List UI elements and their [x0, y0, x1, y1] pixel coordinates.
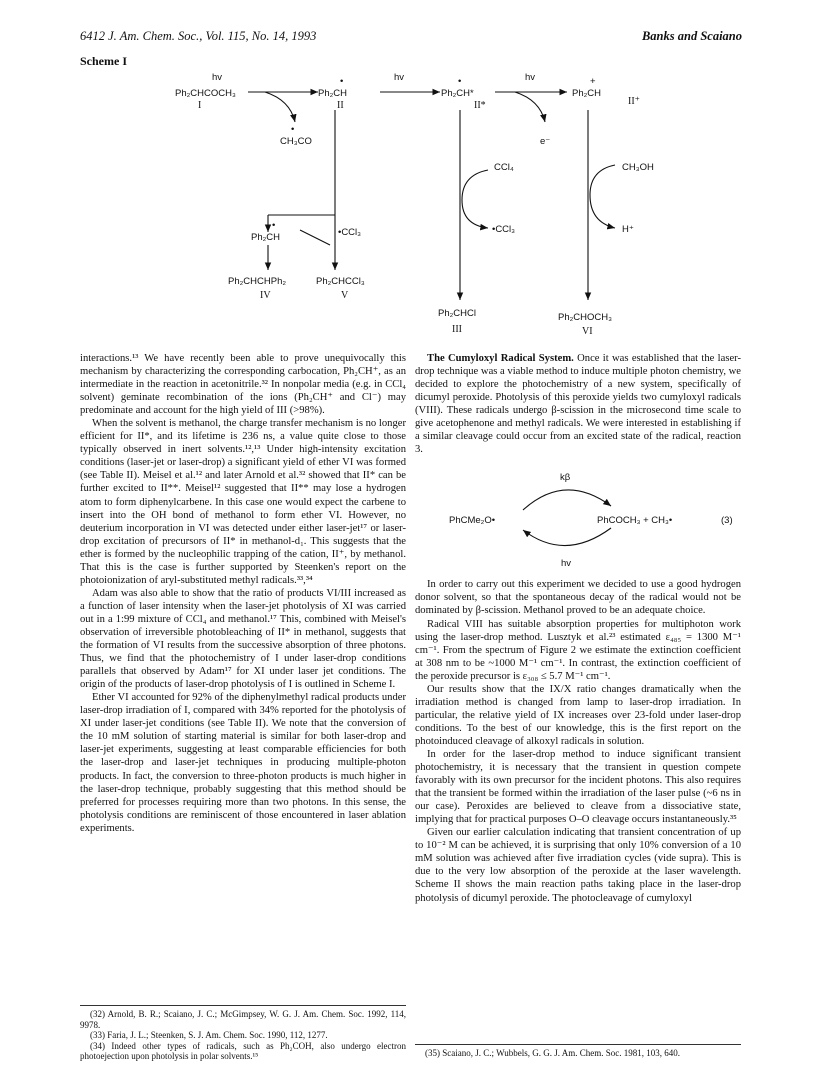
paragraph: Ether VI accounted for 92% of the diphenylmethyl radical products under laser-drop irradiation of I, compared with 34% reported for the photolysis of XI under laser-jet conditions (see Table II). We note that the conversion of the 10 mM solution of starting material is similar for both laser-drop and laser-jet experiments, suggesting at least comparable efficiencies for both the laser-drop and laser-jet techniques in producing multiple-photon products. In fact, the conversion to three-photon products is much higher in the laser-drop technique, probably suggesting that this method should be preferred for processes requiring more than two photons. In this sense, the photolysis conditions are reminiscent of those encountered in laser ablation experiments.	[80, 692, 406, 834]
left-text-column	[80, 352, 406, 835]
arrow-methanol	[590, 165, 615, 228]
equation-products: PhCOCH₃ + CH₃•	[597, 515, 673, 527]
branch-radical-dot: •	[272, 220, 276, 231]
product-vi: Ph₂CHOCH₃	[558, 312, 613, 323]
arrow-electron	[515, 92, 545, 122]
paragraph: Adam was also able to show that the ratio of products VI/III increased as a function of laser intensity when the laser-jet photolysis of XI was carried out in a 1:99 mixture of CCl₄ and methanol.¹⁷ This, combined with Meisel's observation of irreversible photobleaching of II* in methanol, suggests that the formation of VI results from the successive absorption of three photons. Thus, we find that the photochemistry of I under laser-drop conditions parallels that observed by Adam¹⁷ for XI under laser jet conditions. The origin of the products of laser-drop photolysis of I is outlined in Scheme I.	[80, 587, 406, 691]
equation-reactant: PhCMe₂O•	[449, 515, 496, 527]
running-header-left: 6412 J. Am. Chem. Soc., Vol. 115, No. 14, 1993	[80, 29, 317, 43]
footnote: (35) Scaiano, J. C.; Wubbels, G. G. J. Am. Chem. Soc. 1981, 103, 640.	[425, 1048, 680, 1058]
product-vi-number: VI	[582, 326, 593, 337]
branch-ccl3: •CCl₃	[338, 227, 362, 238]
rate-constant: kβ	[560, 472, 571, 484]
paragraph: When the solvent is methanol, the charge transfer mechanism is no longer efficient for II*, and its lifetime is 236 ns, a value quite close to those typically observed in inert solvents.¹²,¹³ Under high-intensity excitation conditions (laser-jet or laser-drop) a significant yield of ether VI was formed (see Table II). Meisel et al.¹² and later Arnold et al.³² showed that II* can be further excited to II**. Meisel¹² suggested that II** may lose a hydrogen atom to form diphenylcarbene. In this case one would expect the carbene to insert into the OH bond of methanol to form ether VI. However, no deuterium incorporation in VI was detected under either laser-jet¹⁷ or laser-drop excitation of precursors of II* in methanol-d₁. This suggests that the ether is formed by the nucleophilic trapping of the cation, II⁺, by methanol. That this is the case is further supported by Steenken's report on the photoionization of aryl-substituted methyl radicals.³³,³⁴	[80, 418, 406, 586]
paragraph: In order for the laser-drop method to induce significant transient photochemistry, it is necessary that the transient in question compete favorably with its own precursor for the incident photons. This also requires that the transient be formed within the irradiation of the laser pulse (~6 ns in our case). Peroxides are believed to cleave from a dissociative state, implying that for practical purposes O–O cleavage occurs instantaneously.³⁵	[415, 748, 741, 826]
paragraph: Our results show that the IX/X ratio changes dramatically when the irradiation method is changed from lamp to laser-drop irradiation. In particular, the relative yield of IX increases over 23-fold under laser-drop conditions. To the best of our knowledge, this is the first report on the photoinduced cleavage of alkoxyl radicals in solution.	[415, 683, 741, 747]
reaction-equation	[415, 462, 741, 572]
section-title: The Cumyloxyl Radical System.	[427, 353, 574, 364]
hv-label-2: hv	[394, 72, 405, 83]
methanol-label: CH₃OH	[622, 162, 654, 173]
equation-svg	[415, 462, 741, 572]
paragraph: interactions.¹³ We have recently been able to prove unequivocally this mechanism by characterizing the corresponding carbocation, Ph₂CH⁺, as an intermediate in the reaction in acetonitrile.³² In nonpolar media (e.g. in CCl₄ solvent) geminate recombination of the ions (Ph₂CH⁺ and Cl⁻) may predominate and account for the high yield of III (>98%).	[80, 353, 406, 417]
radical-ii: Ph₂CH	[318, 88, 348, 99]
right-footnotes	[415, 1044, 741, 1059]
branch-radical: Ph₂CH	[251, 232, 281, 243]
product-v: Ph₂CHCCl₃	[316, 276, 365, 287]
cation-iiplus-number: II⁺	[628, 96, 640, 107]
running-header-right: Banks and Scaiano	[641, 29, 742, 43]
paragraph: Radical VIII has suitable absorption properties for multiphoton work using the laser-drop method. Lusztyk et al.²³ estimated ε₄₈₅ = 1300 M⁻¹ cm⁻¹. From the spectrum of Figure 2 we estimate the extinction coefficient at 308 nm to be ~1000 M⁻¹ cm⁻¹. In contrast, the extinction coefficient of the peroxide precursor is ε₃₀₈ ≤ 5.7 M⁻¹ cm⁻¹.	[415, 618, 741, 682]
product-iii: Ph₂CHCl	[438, 308, 476, 319]
footnote: (33) Faria, J. L.; Steenken, S. J. Am. Chem. Soc. 1990, 112, 1277.	[90, 1030, 328, 1040]
scheme-diagram	[0, 60, 820, 350]
paragraph: Given our earlier calculation indicating that transient concentration of up to 10⁻² M can be achieved, it is surprising that only 10% conversion of a 10 mM solution was achieved after five irradiation cycles (vide supra). This is due to the very low absorption of the peroxide at the laser wavelength. Scheme II shows the main reaction paths taking place in the laser-drop photolysis of dicumyl peroxide. The photocleavage of cumyloxyl	[415, 827, 741, 904]
section-paragraph	[415, 352, 741, 456]
paragraph: In order to carry out this experiment we decided to use a good hydrogen donor solvent, so that the spontaneous decay of the radical would not be dominated by β-scission. Methanol proved to be an adequate choice.	[415, 579, 741, 617]
product-v-number: V	[341, 290, 349, 301]
line-ccl3-join	[300, 230, 330, 245]
equation-hv: hv	[561, 558, 572, 570]
cation-iiplus: Ph₂CH	[572, 88, 602, 99]
reverse-arrow	[523, 528, 611, 546]
hv-label-1: hv	[212, 72, 223, 83]
excited-iistar-number: II*	[474, 100, 486, 111]
proton-label: H⁺	[622, 224, 634, 235]
footnote: (34) Indeed other types of radicals, such as Ph₂COH, also undergo electron photoejection upon photolysis in polar solvents.¹⁵	[80, 1040, 406, 1061]
ccl3-label: •CCl₃	[492, 224, 516, 235]
product-iv-number: IV	[260, 290, 271, 301]
section-text: Once it was established that the laser-drop technique was a viable method to induce multiple photon chemistry, we decided to explore the photochemistry of a new system, specifically of dicumyl peroxide. Photolysis of this peroxide yields two cumyloxyl radicals (VIII). These radicals undergo β-scission in the microsecond time scale to give acetophenone and methyl radicals. We were interested in establishing if a similar cleavage could occur from an excited state of the radical, reaction 3.	[415, 353, 741, 456]
compound-i-number: I	[198, 100, 202, 111]
arrow-ccl4	[462, 170, 488, 228]
electron-label: e⁻	[540, 136, 551, 147]
radical-dot-ii: •	[340, 76, 344, 87]
left-footnotes	[80, 1005, 406, 1062]
forward-arrow	[523, 490, 611, 510]
compound-i: Ph₂CHCOCH₃	[175, 88, 236, 99]
arrow-ch3co	[265, 92, 295, 122]
ccl4-label: CCl₄	[494, 162, 514, 173]
product-iv: Ph₂CHCHPh₂	[228, 276, 287, 287]
scheme-label: Scheme I	[80, 54, 127, 68]
right-text-column	[415, 352, 741, 905]
footnote: (32) Arnold, B. R.; Scaiano, J. C.; McGimpsey, W. G. J. Am. Chem. Soc. 1992, 114, 9978.	[80, 1009, 406, 1030]
hv-label-3: hv	[525, 72, 536, 83]
product-iii-number: III	[452, 324, 462, 335]
excited-iistar: Ph₂CH*	[441, 88, 474, 99]
acetyl-byproduct: CH₃CO	[280, 136, 312, 147]
radical-dot-iistar: •	[458, 76, 462, 87]
radical-ii-number: II	[337, 100, 344, 111]
equation-number: (3)	[721, 515, 733, 527]
acetyl-dot: •	[291, 124, 295, 135]
cation-plus-mark: +	[590, 76, 596, 87]
